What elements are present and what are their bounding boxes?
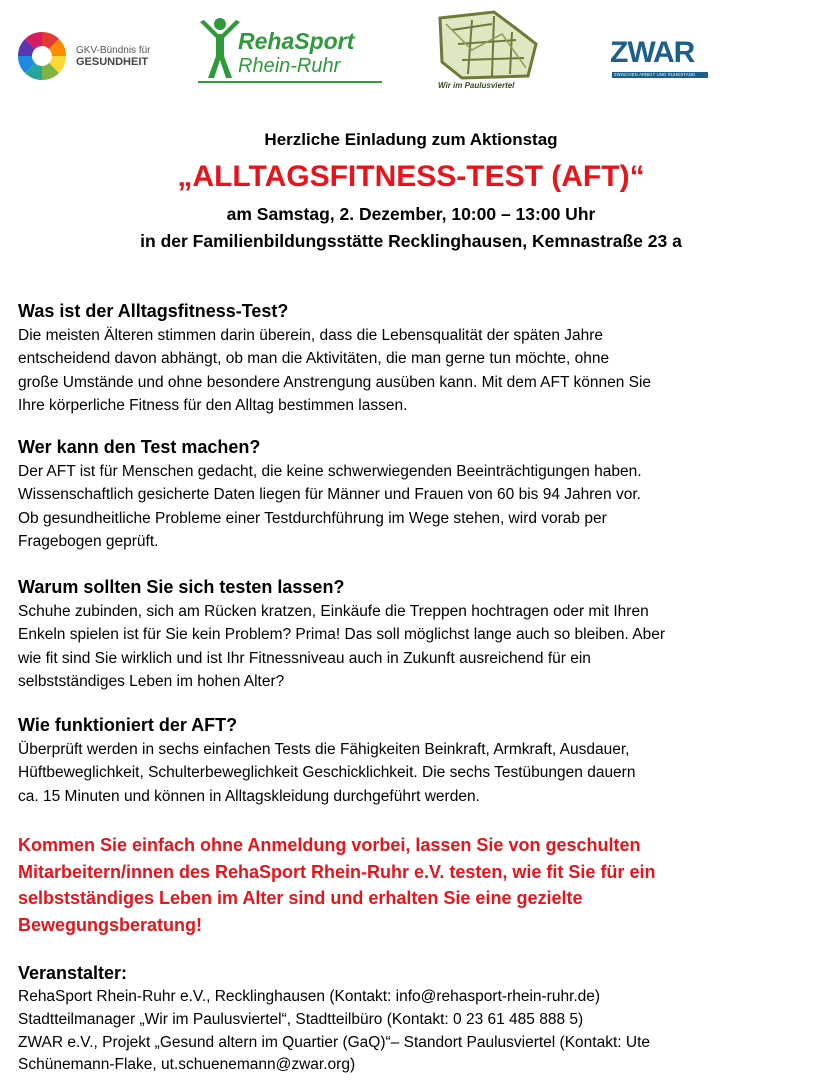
paulusviertel-logo xyxy=(432,10,540,100)
section-line: wie fit sind Sie wirklich und ist Ihr Fitnessniveau auch in Zukunft ausreichend für ein xyxy=(18,649,591,667)
section-line: Hüftbeweglichkeit, Schulterbeweglichkeit Geschicklichkeit. Die sechs Testübungen dauern xyxy=(18,764,636,782)
rehasport-logo xyxy=(196,14,382,86)
paulusviertel-logo-caption: Wir im Paulusviertel xyxy=(438,81,515,90)
section-line: Schuhe zubinden, sich am Rücken kratzen, Einkäufe die Treppen hochtragen oder mit Ihren xyxy=(18,603,649,620)
section-line: Wissenschaftlich gesicherte Daten liegen für Männer und Frauen von 60 bis 94 Jahren vor. xyxy=(18,486,641,504)
invitation-intro: Herzliche Einladung zum Aktionstag xyxy=(264,130,558,149)
event-location: in der Familienbildungsstätte Recklinghausen, Kemnastraße 23 a xyxy=(140,231,682,251)
section-organizer xyxy=(18,960,808,1077)
gkv-circle-icon xyxy=(14,28,70,84)
section-heading: Warum sollten Sie sich testen lassen? xyxy=(18,577,345,597)
zwar-logo xyxy=(610,36,710,84)
gkv-logo xyxy=(14,28,174,84)
event-title: „ALLTAGSFITNESS-TEST (AFT)“ xyxy=(177,160,645,193)
map-icon xyxy=(432,10,540,82)
rehasport-logo-line1: RehaSport xyxy=(238,28,355,54)
section-line: Fragebogen geprüft. xyxy=(18,532,159,550)
zwar-logo-word: ZWAR xyxy=(610,36,695,69)
section-line: ca. 15 Minuten und können in Alltagskleidung durchgeführt werden. xyxy=(18,787,480,805)
gkv-logo-line1: GKV-Bündnis für xyxy=(76,45,151,56)
section-heading: Wie funktioniert der AFT? xyxy=(18,715,238,735)
organizer-line: RehaSport Rhein-Ruhr e.V., Recklinghausen (Kontakt: info@rehasport-rhein-ruhr.de) xyxy=(18,988,601,1005)
cta-line: Bewegungsberatung! xyxy=(18,914,203,935)
organizer-line: Stadtteilmanager „Wir im Paulusviertel“, Stadtteilbüro (Kontakt: 0 23 61 485 888 5) xyxy=(18,1010,584,1028)
gkv-logo-line2: GESUNDHEIT xyxy=(76,56,149,68)
section-line: Überprüft werden in sechs einfachen Tests die Fähigkeiten Beinkraft, Armkraft, Ausdauer, xyxy=(18,741,630,758)
section-line: Der AFT ist für Menschen gedacht, die keine schwerwiegenden Beeinträchtigungen haben. xyxy=(18,463,642,480)
event-date: am Samstag, 2. Dezember, 10:00 – 13:00 Uhr xyxy=(226,204,596,224)
rehasport-logo-underline xyxy=(198,81,382,83)
section-line: große Umstände und ohne besondere Anstrengung ausüben kann. Mit dem AFT können Sie xyxy=(18,373,652,391)
section-line: Ob gesundheitliche Probleme einer Testdurchführung im Wege stehen, wird vorab per xyxy=(18,509,607,527)
section-heading: Was ist der Alltagsfitness-Test? xyxy=(18,301,289,321)
section-line: entscheidend davon abhängt, ob man die Aktivitäten, die man gerne tun möchte, ohne xyxy=(18,350,610,368)
cta-line: Mitarbeitern/innen des RehaSport Rhein-Ruhr e.V. testen, wie fit Sie für ein xyxy=(18,861,656,882)
cta-line: selbstständiges Leben im Alter sind und erhalten Sie eine gezielte xyxy=(18,888,583,908)
cta-line: Kommen Sie einfach ohne Anmeldung vorbei, lassen Sie von geschulten xyxy=(18,835,641,855)
call-to-action xyxy=(18,832,808,938)
organizer-heading: Veranstalter: xyxy=(18,963,128,983)
section-what-is-aft xyxy=(18,298,808,417)
rehasport-logo-line2: Rhein-Ruhr xyxy=(238,55,341,77)
section-line: Enkeln spielen ist für Sie kein Problem? Prima! Das soll möglichst lange auch so bleiben. Aber xyxy=(18,626,666,644)
section-line: Die meisten Älteren stimmen darin überein, dass die Lebensqualität der späten Jahre xyxy=(18,327,604,344)
section-line: Ihre körperliche Fitness für den Alltag bestimmen lassen. xyxy=(18,396,408,414)
section-why-test xyxy=(18,574,808,693)
person-icon xyxy=(198,16,242,80)
section-heading: Wer kann den Test machen? xyxy=(18,437,261,457)
section-who-can-test xyxy=(18,434,808,553)
section-line: selbstständiges Leben im hohen Alter? xyxy=(18,672,285,690)
section-how-it-works xyxy=(18,712,808,808)
organizer-line: Schünemann-Flake, ut.schuenemann@zwar.org) xyxy=(18,1056,356,1074)
organizer-line: ZWAR e.V., Projekt „Gesund altern im Quartier (GaQ)“– Standort Paulusviertel (Kontakt: Ute xyxy=(18,1033,651,1051)
zwar-logo-tagline: ZWISCHEN ARBEIT UND RUHESTAND xyxy=(614,72,696,77)
